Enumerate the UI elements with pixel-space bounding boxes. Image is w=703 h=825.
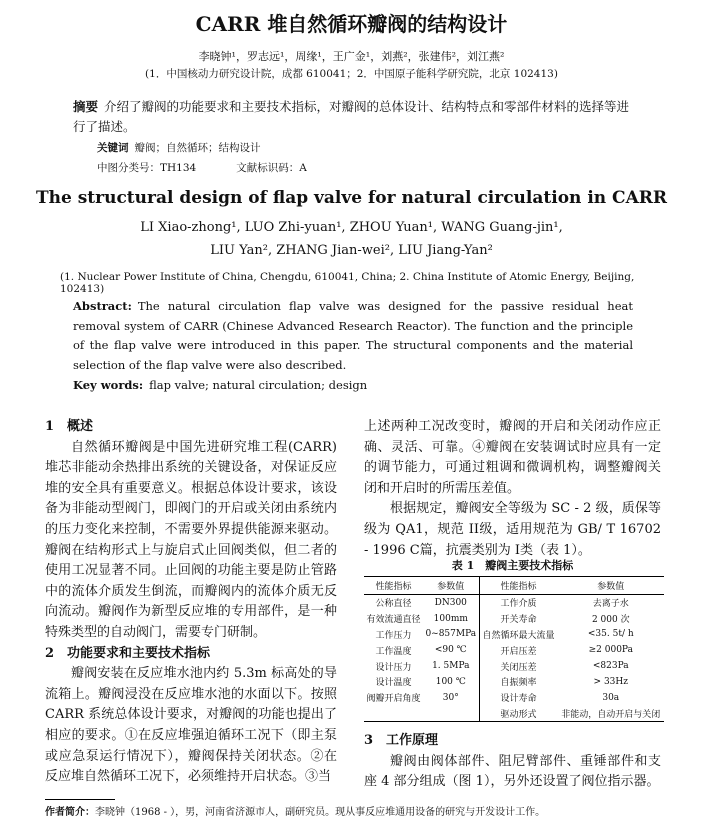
table-row: [364, 674, 664, 690]
abstract-en-label: Abstract:: [73, 299, 132, 313]
footnote-divider: [45, 799, 115, 800]
classification: [97, 160, 347, 175]
table-cell: 开启压差: [500, 646, 537, 657]
table-caption: 表 1 瓣阀主要技术指标: [451, 559, 574, 572]
table-cell: 自振频率: [500, 678, 537, 689]
authors-en-line1: LI Xiao-zhong¹, LUO Zhi-yuan¹, ZHOU Yuan¹, WANG Guang-jin¹,: [140, 220, 563, 235]
clc-number: 中图分类号：TH134: [97, 162, 197, 174]
doc-code: 文献标识码：A: [236, 162, 307, 174]
affiliation-en: (1. Nuclear Power Institute of China, Chengdu, 610041, China; 2. China Institute of Atomic Energy, Beijing, 102413): [60, 271, 635, 295]
section-1-paragraph: 自然循环瓣阀是中国先进研究堆工程(CARR)堆芯非能动余热排出系统的关键设备，对保证反应堆的安全具有重要意义。根据总体设计要求，该设备为非能动型阀门，即阀门的开启或关闭由系统内的压力变化来控制，不需要外界提供能源来驱动。瓣阀在结构形式上与旋启式止回阀类似，但二者的使用工况显著不同。止回阀的功能主要是防止管路中的流体介质发生倒流，而瓣阀内的流体介质无反向流动。瓣阀作为新型反应堆的专用部件，是一种特殊类型的自动阀门，需要专门研制。: [45, 439, 337, 640]
table-cell: 0~857MPa: [423, 627, 479, 643]
table-cell: 100 ℃: [423, 674, 479, 690]
table-cell: ≥2 000Pa: [588, 645, 633, 656]
table-cell: 设计温度: [375, 678, 412, 689]
right-paragraph-1: 上述两种工况改变时，瓣阀的开启和关闭动作应正确、灵活、可靠。④瓣阀在安装调试时应具有一定的调节能力，可通过粗调和微调机构，调整瓣阀关闭和开启时的所需压差值。: [364, 419, 661, 496]
authors-en-line2: LIU Yan², ZHANG Jian-wei², LIU Jiang-Yan²: [210, 243, 493, 258]
abstract-cn-text: 介绍了瓣阀的功能要求和主要技术指标，对瓣阀的总体设计、结构特点和零部件材料的选择等进行了描述。: [73, 99, 630, 134]
keywords-en: [73, 378, 367, 392]
authors-cn: 李晓钟¹，罗志远¹，周缘¹，王广金¹，刘燕²，张建伟²，刘江燕²: [198, 50, 505, 63]
table-cell: <35. 5t/ h: [587, 629, 634, 640]
keywords-cn-label: 关键词: [97, 142, 129, 154]
keywords-cn: [97, 140, 261, 155]
table-cell: 2 000 次: [591, 615, 630, 626]
table-cell: 驱动形式: [479, 705, 558, 721]
author-note-text: 李晓钟（1968 - ），男，河南省济源市人，副研究员。现从事反应堆通用设备的研究与开发设计工作。: [95, 807, 546, 818]
table-cell: DN300: [423, 595, 479, 611]
table-cell: 有效流通直径: [366, 615, 421, 626]
section-3-paragraph: 瓣阀由阀体部件、阻尼臂部件、重锤部件和支座 4 部分组成（图 1），另外还设置了阀位指示器。: [364, 753, 661, 790]
table-row: [364, 690, 664, 706]
section-1-heading: 1 概述: [45, 419, 94, 434]
table-cell: 去离子水: [592, 599, 629, 610]
table-row: [364, 658, 664, 674]
right-paragraph-2: 根据规定，瓣阀安全等级为 SC - 2 级，质保等级为 QA1，规范 II级，适用规范为 GB/ T 16702 - 1996 C篇，抗震类别为 I类（表 1）。: [364, 501, 661, 558]
table-cell: 设计寿命: [500, 694, 537, 705]
table-cell: 30°: [423, 690, 479, 706]
table-cell: 开关寿命: [500, 615, 537, 626]
table-row: [364, 642, 664, 658]
affiliation-cn: (1．中国核动力研究设计院，成都 610041；2．中国原子能科学研究院，北京 102413): [145, 68, 558, 80]
table-cell: > 33Hz: [593, 676, 628, 687]
table-cell: 公称直径: [375, 599, 412, 610]
table-row: [364, 705, 664, 721]
right-column: [364, 417, 661, 561]
table-cell: 自然循环最大流量: [482, 630, 555, 641]
table-cell: [364, 705, 423, 721]
table-row: [364, 611, 664, 627]
table-cell: 阀瓣开启角度: [366, 694, 421, 705]
abstract-en: [73, 297, 633, 375]
table-cell: 工作温度: [375, 646, 412, 657]
table-cell: <823Pa: [592, 661, 629, 672]
section-2-heading: 2 功能要求和主要技术指标: [45, 645, 211, 661]
table-cell: 关闭压差: [500, 662, 537, 673]
table-row: [364, 595, 664, 611]
author-note: [45, 803, 685, 818]
table-cell: 工作压力: [375, 630, 412, 641]
table-cell: 1. 5MPa: [423, 658, 479, 674]
left-column: [45, 417, 337, 788]
table-header: 性能指标: [364, 577, 423, 595]
table-header: 性能指标: [479, 577, 558, 595]
table-header: 参数值: [423, 577, 479, 595]
abstract-cn-label: 摘要: [73, 99, 99, 114]
table-row: [364, 627, 664, 643]
table-cell: 30a: [602, 692, 620, 703]
section-3-heading: 3 工作原理: [364, 733, 439, 748]
table-cell: 工作介质: [500, 599, 537, 610]
keywords-en-text: flap valve; natural circulation; design: [149, 378, 368, 392]
table-cell: [423, 705, 479, 721]
title-en: The structural design of flap valve for natural circulation in CARR: [35, 188, 668, 208]
table-header: 参数值: [558, 577, 664, 595]
author-note-label: 作者简介：: [45, 807, 95, 818]
table-cell: 设计压力: [375, 662, 412, 673]
keywords-en-label: Key words:: [73, 378, 144, 392]
title-cn: CARR 堆自然循环瓣阀的结构设计: [195, 12, 508, 36]
table-cell: <90 ℃: [423, 642, 479, 658]
table-cell: 100mm: [423, 611, 479, 627]
keywords-cn-text: 瓣阀；自然循环；结构设计: [134, 142, 261, 154]
section-2-paragraph: 瓣阀安装在反应堆水池内约 5.3m 标高处的导流箱上。瓣阀浸没在反应堆水池的水面以下。按照 CARR 系统总体设计要求，对瓣阀的功能也提出了相应的要求。①在反应堆强迫循环工况下（即主泵或应急泵运行情况下），瓣阀保持关闭状态。②在反应堆自然循环工况下，必须维持开启状态。③当: [45, 666, 337, 785]
spec-table: [364, 576, 664, 722]
section-3: [364, 731, 661, 793]
abstract-cn: [73, 97, 633, 137]
table-cell: 非能动，自动开启与关闭: [558, 705, 664, 721]
table-header-row: [364, 577, 664, 595]
abstract-en-text: The natural circulation flap valve was designed for the passive residual heat removal system of CARR (Chinese Advanced Research Reactor). The function and the principle of the flap valve were introduced in this paper. The structural components and the material selection of the flap valve were also described.: [73, 299, 633, 372]
